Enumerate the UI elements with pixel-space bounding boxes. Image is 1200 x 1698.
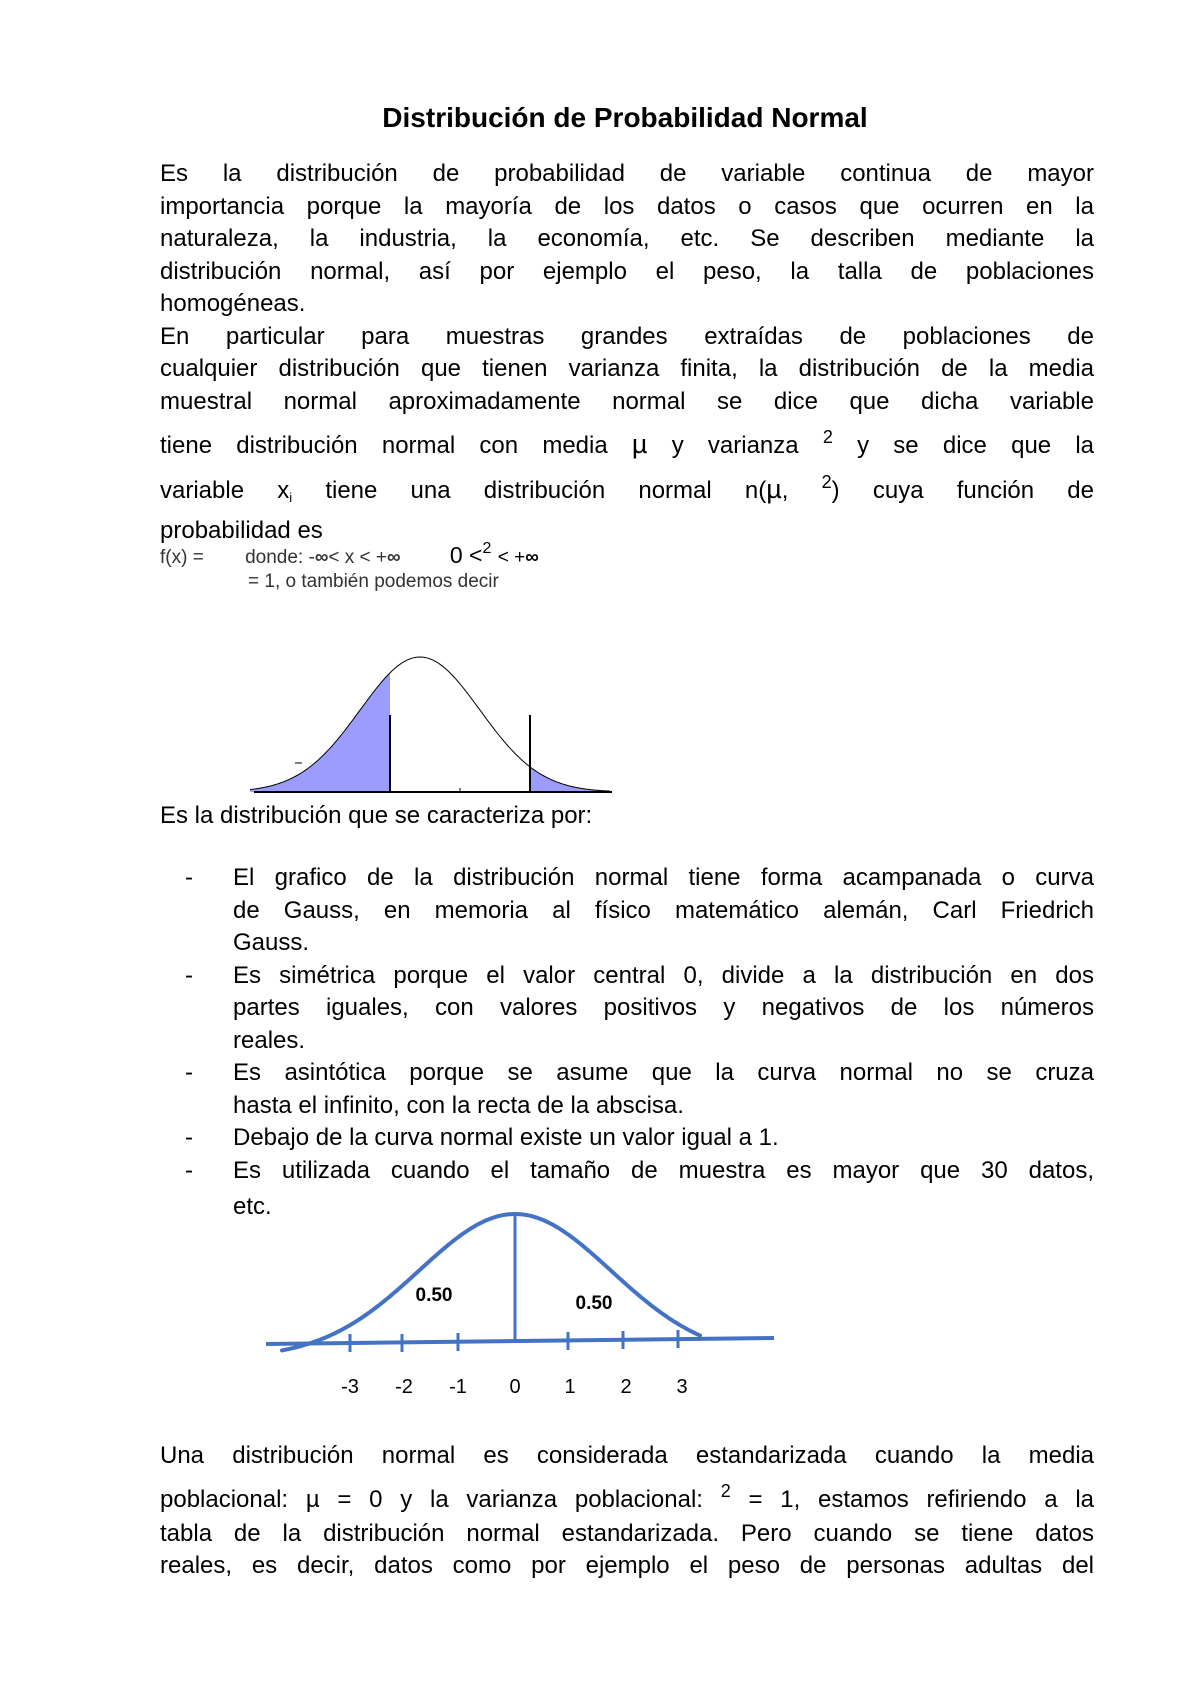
tick-label: -3 xyxy=(341,1376,359,1398)
text-line: Una distribución normal es considerada estandarizada cuando la media xyxy=(160,1442,1094,1469)
shaded-tails xyxy=(250,673,610,792)
superscript-two: 2 xyxy=(822,427,833,447)
right-tail-area xyxy=(530,767,610,792)
closing-paragraph xyxy=(160,1440,1094,1583)
list-item: - Es asintótica porque se asume que la curva normal no se cruza hasta el infinito, con la recta de la abscisa. xyxy=(185,1059,1094,1119)
page-title: Distribución de Probabilidad Normal xyxy=(382,102,868,133)
text-line: importancia porque la mayoría de los datos o casos que ocurren en la xyxy=(160,192,1094,220)
text-line: naturaleza, la industria, la economía, etc. Se describen mediante la xyxy=(160,225,1094,252)
text-line: En particular para muestras grandes extraídas de poblaciones de xyxy=(160,322,1094,350)
text-line: cualquier distribución que tienen varianza finita, la distribución de la media xyxy=(160,355,1094,382)
superscript-two: 2 xyxy=(720,1480,731,1501)
formula-variance-range: 0 <$^2$ < +∞ xyxy=(449,540,539,568)
tick-label: -1 xyxy=(449,1376,467,1398)
tick-label: 0 xyxy=(509,1376,521,1398)
text-line: distribución normal, así por ejemplo el peso, la talla de poblaciones xyxy=(160,257,1094,285)
list-item: - El grafico de la distribución normal tiene forma acampanada o curva de Gauss, en memoria al físico matemático alemán, Carl Friedrich Gauss. xyxy=(185,864,1094,956)
subscript-i: i xyxy=(289,490,293,505)
characteristics-heading: Es la distribución que se caracteriza por: xyxy=(160,802,593,829)
text-line-variable: variable $x_i$ tiene una distribución normal n(µ, $^2$) cuya función de xyxy=(160,472,1094,505)
bell-curve xyxy=(282,1214,700,1350)
normal-curve-chart xyxy=(250,1190,790,1420)
text-line: probabilidad es xyxy=(160,517,323,544)
text-line: muestral normal aproximadamente normal se dice que dicha variable xyxy=(160,387,1094,415)
list-item: - Es utilizada cuando el tamaño de muestra es mayor que 30 datos, etc. xyxy=(185,1156,1094,1220)
normal-curve-tails-chart xyxy=(240,640,620,800)
x-axis xyxy=(266,1338,774,1344)
text-line: reales, es decir, datos como por ejemplo el peso de personas adultas del xyxy=(160,1552,1094,1579)
formula-domain: donde: -∞< x < +∞ xyxy=(245,547,401,568)
left-tail-area xyxy=(250,673,390,792)
superscript-two: 2 xyxy=(821,472,832,492)
list-item: - Debajo de la curva normal existe un valor igual a 1. xyxy=(185,1124,779,1151)
bell-curve xyxy=(250,657,610,791)
intro-paragraph xyxy=(160,158,1094,548)
formula-fx: f(x) = xyxy=(160,547,204,568)
text-line: Es la distribución de probabilidad de variable continua de mayor xyxy=(160,160,1094,187)
text-line: homogéneas. xyxy=(160,290,306,317)
text-line: tabla de la distribución normal estandarizada. Pero cuando se tiene datos xyxy=(160,1519,1094,1547)
tick-label: 2 xyxy=(620,1376,632,1398)
formula-line-2: = 1, o también podemos decir xyxy=(248,571,499,592)
list-item: - Es simétrica porque el valor central 0, divide a la distribución en dos partes iguales, con valores positivos y negativos de los números reales. xyxy=(185,961,1094,1054)
tick-label: -2 xyxy=(395,1376,413,1398)
text-line-mean-variance: tiene distribución normal con media µ y varianza $^2$ y se dice que la xyxy=(160,427,1095,459)
area-label-right: 0.50 xyxy=(575,1293,613,1314)
characteristics-list xyxy=(185,862,1094,1227)
formula-line xyxy=(160,540,539,569)
text-line: poblacional: µ = 0 y la varianza poblacional: $^2$ = 1, estamos refiriendo a la xyxy=(160,1480,1095,1513)
mu-symbol: µ xyxy=(631,429,648,459)
tick-label: 3 xyxy=(676,1376,688,1398)
area-label-left: 0.50 xyxy=(415,1285,453,1306)
mu-symbol: µ xyxy=(766,474,782,504)
tick-label: 1 xyxy=(564,1376,576,1398)
